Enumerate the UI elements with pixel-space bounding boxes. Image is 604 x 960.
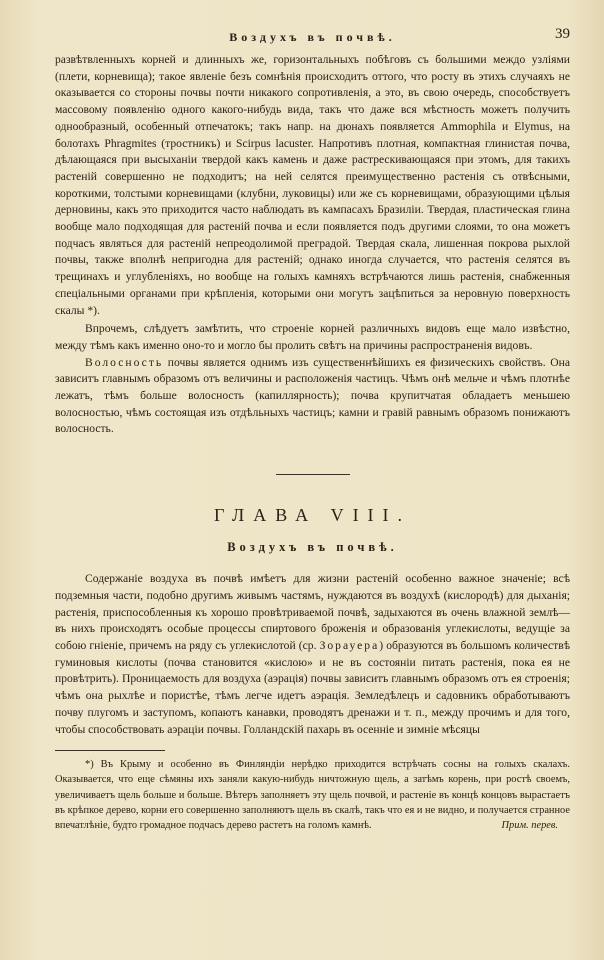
footnote (55, 757, 570, 833)
paragraph-air-part2: ) образуются въ большомъ количествѣ гуминовыя кислоты (почва становится «кислою» и не въ состояніи питать растенія, пока ея не провѣтрить). Проницаемость для воздуха (аэрація) почвы зависитъ главнымъ образомъ отъ ея строенія; чѣмъ она рыхлѣе и пористѣе, тѣмъ легче идетъ аэрація. Земледѣлецъ и садовникъ обработываютъ почву плугомъ и заступомъ, копаютъ канавки, проводятъ дренажи и т. п., между прочимъ и для того, чтобы способствовать аэраціи почвы. Голландскій пахарь въ осенніе и зимніе мѣсяцы (55, 638, 570, 736)
body-text (55, 52, 570, 438)
footnote-text (55, 757, 570, 833)
paragraph-capillarity-text: почвы является однимъ изъ существеннѣйшихъ ея физическихъ свойствъ. Она зависитъ главнымъ образомъ отъ величины и расположенія частицъ. Чѣмъ онѣ мельче и чѣмъ плотнѣе лежатъ, тѣмъ больше волосность (капиллярность); почва крупитчатая обладаетъ меньшею волосностью, чѣмъ состоящая изъ отдѣльныхъ частицъ; камни и гравій равнымъ образомъ понижаютъ волосность. (55, 355, 570, 436)
paragraph-capillarity (55, 355, 570, 439)
paragraph-roots (55, 52, 570, 319)
paragraph-air-part1: Содержаніе воздуха въ почвѣ имѣетъ для жизни растеній особенно важное значеніе; всѣ подземныя части, подобно другимъ живымъ частямъ, нуждаются въ воздухѣ (кислородѣ) для дыханія; растенія, приспособленныя къ хорошо провѣтриваемой почвѣ, задыхаются въ очень влажной землѣ—въ нихъ происходятъ особые процессы спиртового броженія и образованія углекислоты, ведущіе за собою гніеніе, причемъ на ряду съ углекислотой (ср. (55, 572, 570, 652)
term-capillarity: Волосность (85, 355, 164, 369)
footnote-divider (55, 750, 165, 751)
paragraph-roots-text: развѣтвленныхъ корней и длинныхъ же, горизонтальныхъ побѣговъ съ большими междо узліями (плети, корневища); такое явленіе безъ сомнѣнія происходитъ оттого, что росту въ этихъ случаяхъ не оказывается со стороны почвы почти никакого сопротивленія, а это, въ свою очередь, способствуетъ массовому появленію одного какого-нибудь вида, такъ что даже вся мѣстность можетъ получить однообразный, особенный отпечатокъ; такъ напр. на дюнахъ появляется Ammophila и Elymus, на болотахъ Phragmites (тростникъ) и Scirpus lacuster. Напротивъ плотная, компактная глинистая почва, дѣлающаяся при высыханіи твердой какъ камень и даже растрескивающаяся при этомъ, для такихъ растеній совершенно не подходитъ; на ней селятся преимущественно растенія съ отвѣсными, короткими, толстыми корневищами (клубни, луковицы) или же съ корневищами, образующими цѣлыя дерновины, какъ это приходится часто наблюдать въ кампасахъ Бразиліи. Твердая, пластическая глина вообще мало подходящая для растеній почва и если появляется подъ другими слоями, то она можетъ подчасъ являться для растеній непреодолимой преградой. Твердая скала, лишенная покрова рыхлой почвы, также вполнѣ непригодна для растеній; однако иногда случается, что растенія селятся въ трещинахъ и углубленіяхъ, но вообще на голыхъ камняхъ встрѣчаются лишь растенія, снабженныя спеціальными органами при крѣпленія, которыми они могутъ зацѣпиться за неровную поверхность скалы *). (55, 53, 570, 317)
author-name: Зорауера (319, 638, 380, 652)
footnote-signature: Прим. перев. (501, 820, 558, 832)
chapter-subheading: Воздухъ въ почвѣ. (227, 540, 398, 555)
chapter-heading: ГЛАВА VIII. (213, 505, 412, 526)
footnote-body: *) Въ Крыму и особенно въ Финляндіи нерѣдко приходится встрѣчать сосны на голыхъ скалахъ. Оказывается, что еще сѣмяны ихъ заняли какую-нибудь ничтожную щель, а затѣмъ корень, при ростѣ своемъ, увеличиваетъ щель больше и больше. Вѣтеръ заполняетъ эту щель почвой, и растеніе въ концѣ концовъ вырастаетъ въ крѣпкое дерево, корни его совершенно заполняютъ щель въ скалѣ, такъ что ея и не видно, и получается странное впечатлѣніе, будто громадное подчасъ дерево растетъ на голомъ камнѣ. (55, 759, 570, 832)
paragraph-air (55, 571, 570, 738)
running-title: Воздухъ въ почвѣ. (229, 30, 396, 44)
page-number: 39 (555, 26, 570, 42)
section-divider (276, 474, 350, 475)
paragraph-structure: Впрочемъ, слѣдуетъ замѣтить, что строеніе корней различныхъ видовъ еще мало извѣстно, между тѣмъ какъ именно оно-то и могло бы пролить свѣтъ на причины распространенія видовъ. (55, 322, 570, 352)
page-header (55, 26, 570, 52)
